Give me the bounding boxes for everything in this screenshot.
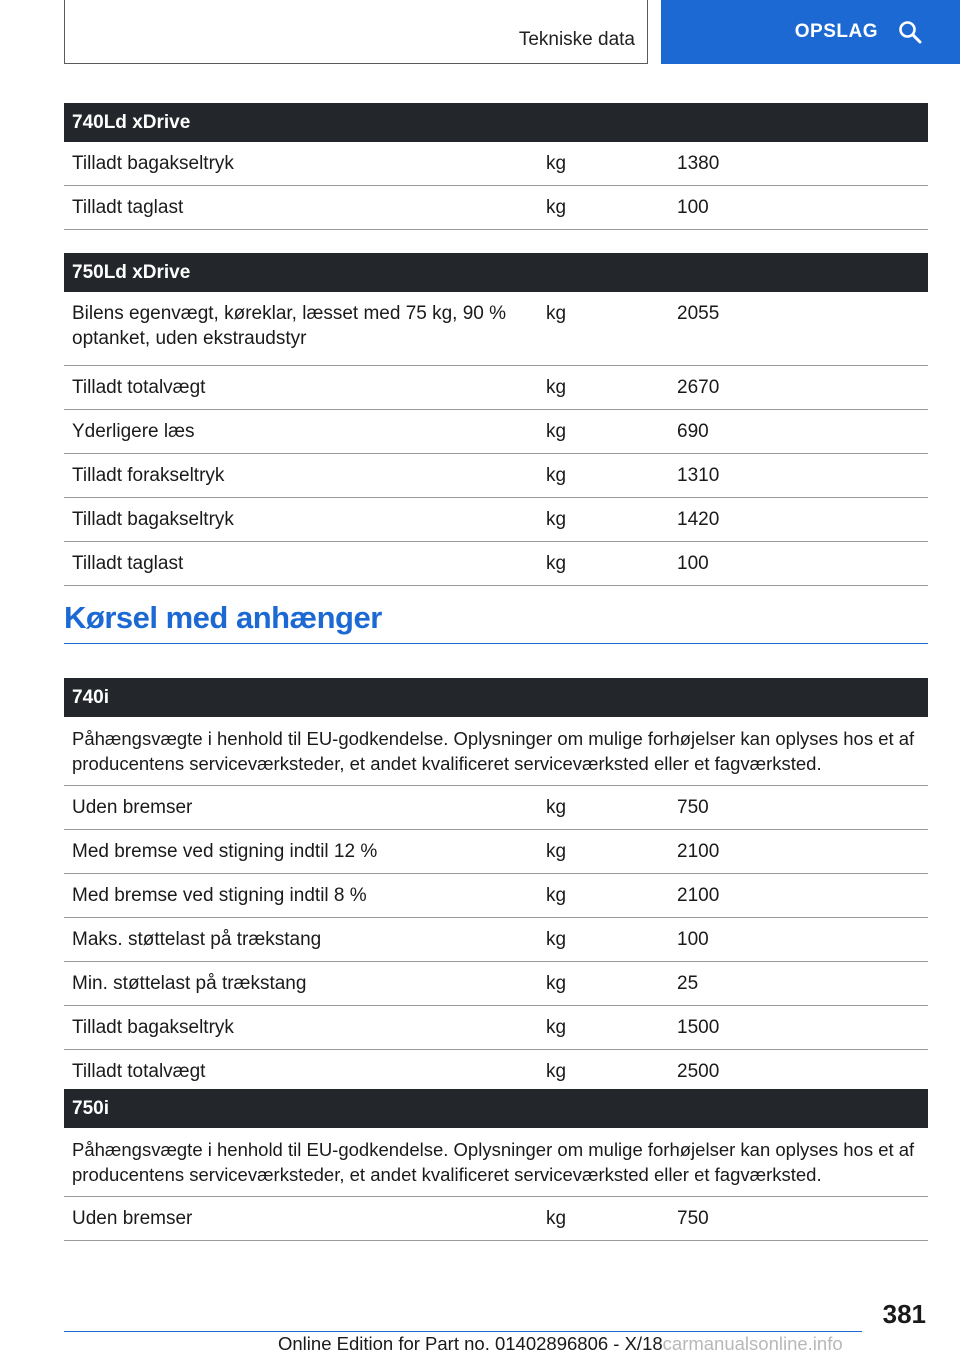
- table-750i: [64, 1089, 928, 1241]
- row-unit: kg: [546, 465, 567, 486]
- row-value: 750: [677, 797, 709, 818]
- row-value: 25: [677, 973, 699, 994]
- table-row: [64, 292, 928, 366]
- table-740ld-xdrive: [64, 103, 928, 230]
- row-value: 100: [677, 929, 709, 950]
- row-value: 100: [677, 553, 709, 574]
- table-row: [64, 454, 928, 498]
- table-row: [64, 498, 928, 542]
- page-number: 381: [882, 1299, 926, 1329]
- table-row: [64, 410, 928, 454]
- footer-divider: [64, 1331, 862, 1332]
- table-row: [64, 830, 928, 874]
- row-value: 2100: [677, 841, 720, 862]
- table-row: [64, 366, 928, 410]
- watermark-text: carmanualsonline.info: [662, 1333, 843, 1354]
- row-unit: kg: [546, 553, 567, 574]
- table-row: [64, 918, 928, 962]
- row-unit: kg: [546, 421, 567, 442]
- row-unit: kg: [546, 841, 567, 862]
- row-label: Tilladt bagakseltryk: [72, 153, 234, 174]
- table-heading: 750i: [64, 1089, 928, 1128]
- footer-edition: [278, 1333, 843, 1355]
- table-row: [64, 186, 928, 230]
- row-value: 100: [677, 197, 709, 218]
- table-note: Påhængsvægte i henhold til EU-godkendelse. Oplysninger om mulige forhøjelser kan oplyses hos et af producentens serviceværksteder, et andet kvalificeret serviceværksted eller et fagværksted.: [64, 1128, 928, 1197]
- row-unit: kg: [546, 303, 567, 324]
- row-unit: kg: [546, 973, 567, 994]
- row-unit: kg: [546, 1208, 567, 1229]
- section-heading: Kørsel med anhænger: [64, 600, 928, 644]
- row-unit: kg: [546, 797, 567, 818]
- row-label: Med bremse ved stigning indtil 8 %: [72, 885, 367, 906]
- table-row: [64, 1006, 928, 1050]
- lookup-button[interactable]: [661, 0, 960, 64]
- row-value: 2100: [677, 885, 720, 906]
- row-unit: kg: [546, 377, 567, 398]
- row-label: Bilens egenvægt, køreklar, læsset med 75 kg, 90 % optanket, uden ekstraudstyr: [72, 303, 507, 349]
- row-label: Tilladt totalvægt: [72, 377, 206, 398]
- row-value: 2670: [677, 377, 720, 398]
- row-unit: kg: [546, 1017, 567, 1038]
- row-value: 1310: [677, 465, 720, 486]
- search-icon: [898, 20, 922, 44]
- row-value: 1420: [677, 509, 720, 530]
- row-label: Tilladt totalvægt: [72, 1061, 206, 1082]
- row-value: 750: [677, 1208, 709, 1229]
- table-row: [64, 786, 928, 830]
- table-heading: 740i: [64, 678, 928, 717]
- row-value: 2500: [677, 1061, 720, 1082]
- row-label: Min. støttelast på trækstang: [72, 973, 307, 994]
- lookup-label: OPSLAG: [794, 21, 878, 42]
- table-row: [64, 1197, 928, 1241]
- table-row: [64, 542, 928, 586]
- table-row: [64, 962, 928, 1006]
- row-unit: kg: [546, 197, 567, 218]
- table-740i: [64, 678, 928, 1094]
- table-note: Påhængsvægte i henhold til EU-godkendelse. Oplysninger om mulige forhøjelser kan oplyses hos et af producentens serviceværksteder, et andet kvalificeret serviceværksted eller et fagværksted.: [64, 717, 928, 786]
- table-row: [64, 142, 928, 186]
- row-label: Maks. støttelast på trækstang: [72, 929, 322, 950]
- table-750ld-xdrive: [64, 253, 928, 586]
- page-section-title: Tekniske data: [518, 29, 635, 50]
- table-heading: 750Ld xDrive: [64, 253, 928, 292]
- row-unit: kg: [546, 509, 567, 530]
- row-value: 1380: [677, 153, 720, 174]
- table-heading: 740Ld xDrive: [64, 103, 928, 142]
- row-unit: kg: [546, 153, 567, 174]
- row-label: Tilladt bagakseltryk: [72, 509, 234, 530]
- row-label: Tilladt taglast: [72, 553, 184, 574]
- row-label: Tilladt forakseltryk: [72, 465, 225, 486]
- row-label: Med bremse ved stigning indtil 12 %: [72, 841, 378, 862]
- table-row: [64, 874, 928, 918]
- row-value: 2055: [677, 303, 720, 324]
- row-value: 1500: [677, 1017, 720, 1038]
- table-row: [64, 1050, 928, 1094]
- row-label: Yderligere læs: [72, 421, 195, 442]
- row-unit: kg: [546, 1061, 567, 1082]
- row-label: Uden bremser: [72, 797, 193, 818]
- row-label: Tilladt taglast: [72, 197, 184, 218]
- edition-text: Online Edition for Part no. 01402896806 - X/18: [278, 1333, 663, 1354]
- row-label: Tilladt bagakseltryk: [72, 1017, 234, 1038]
- row-value: 690: [677, 421, 709, 442]
- row-unit: kg: [546, 929, 567, 950]
- row-label: Uden bremser: [72, 1208, 193, 1229]
- row-unit: kg: [546, 885, 567, 906]
- header-title-box: [64, 0, 648, 64]
